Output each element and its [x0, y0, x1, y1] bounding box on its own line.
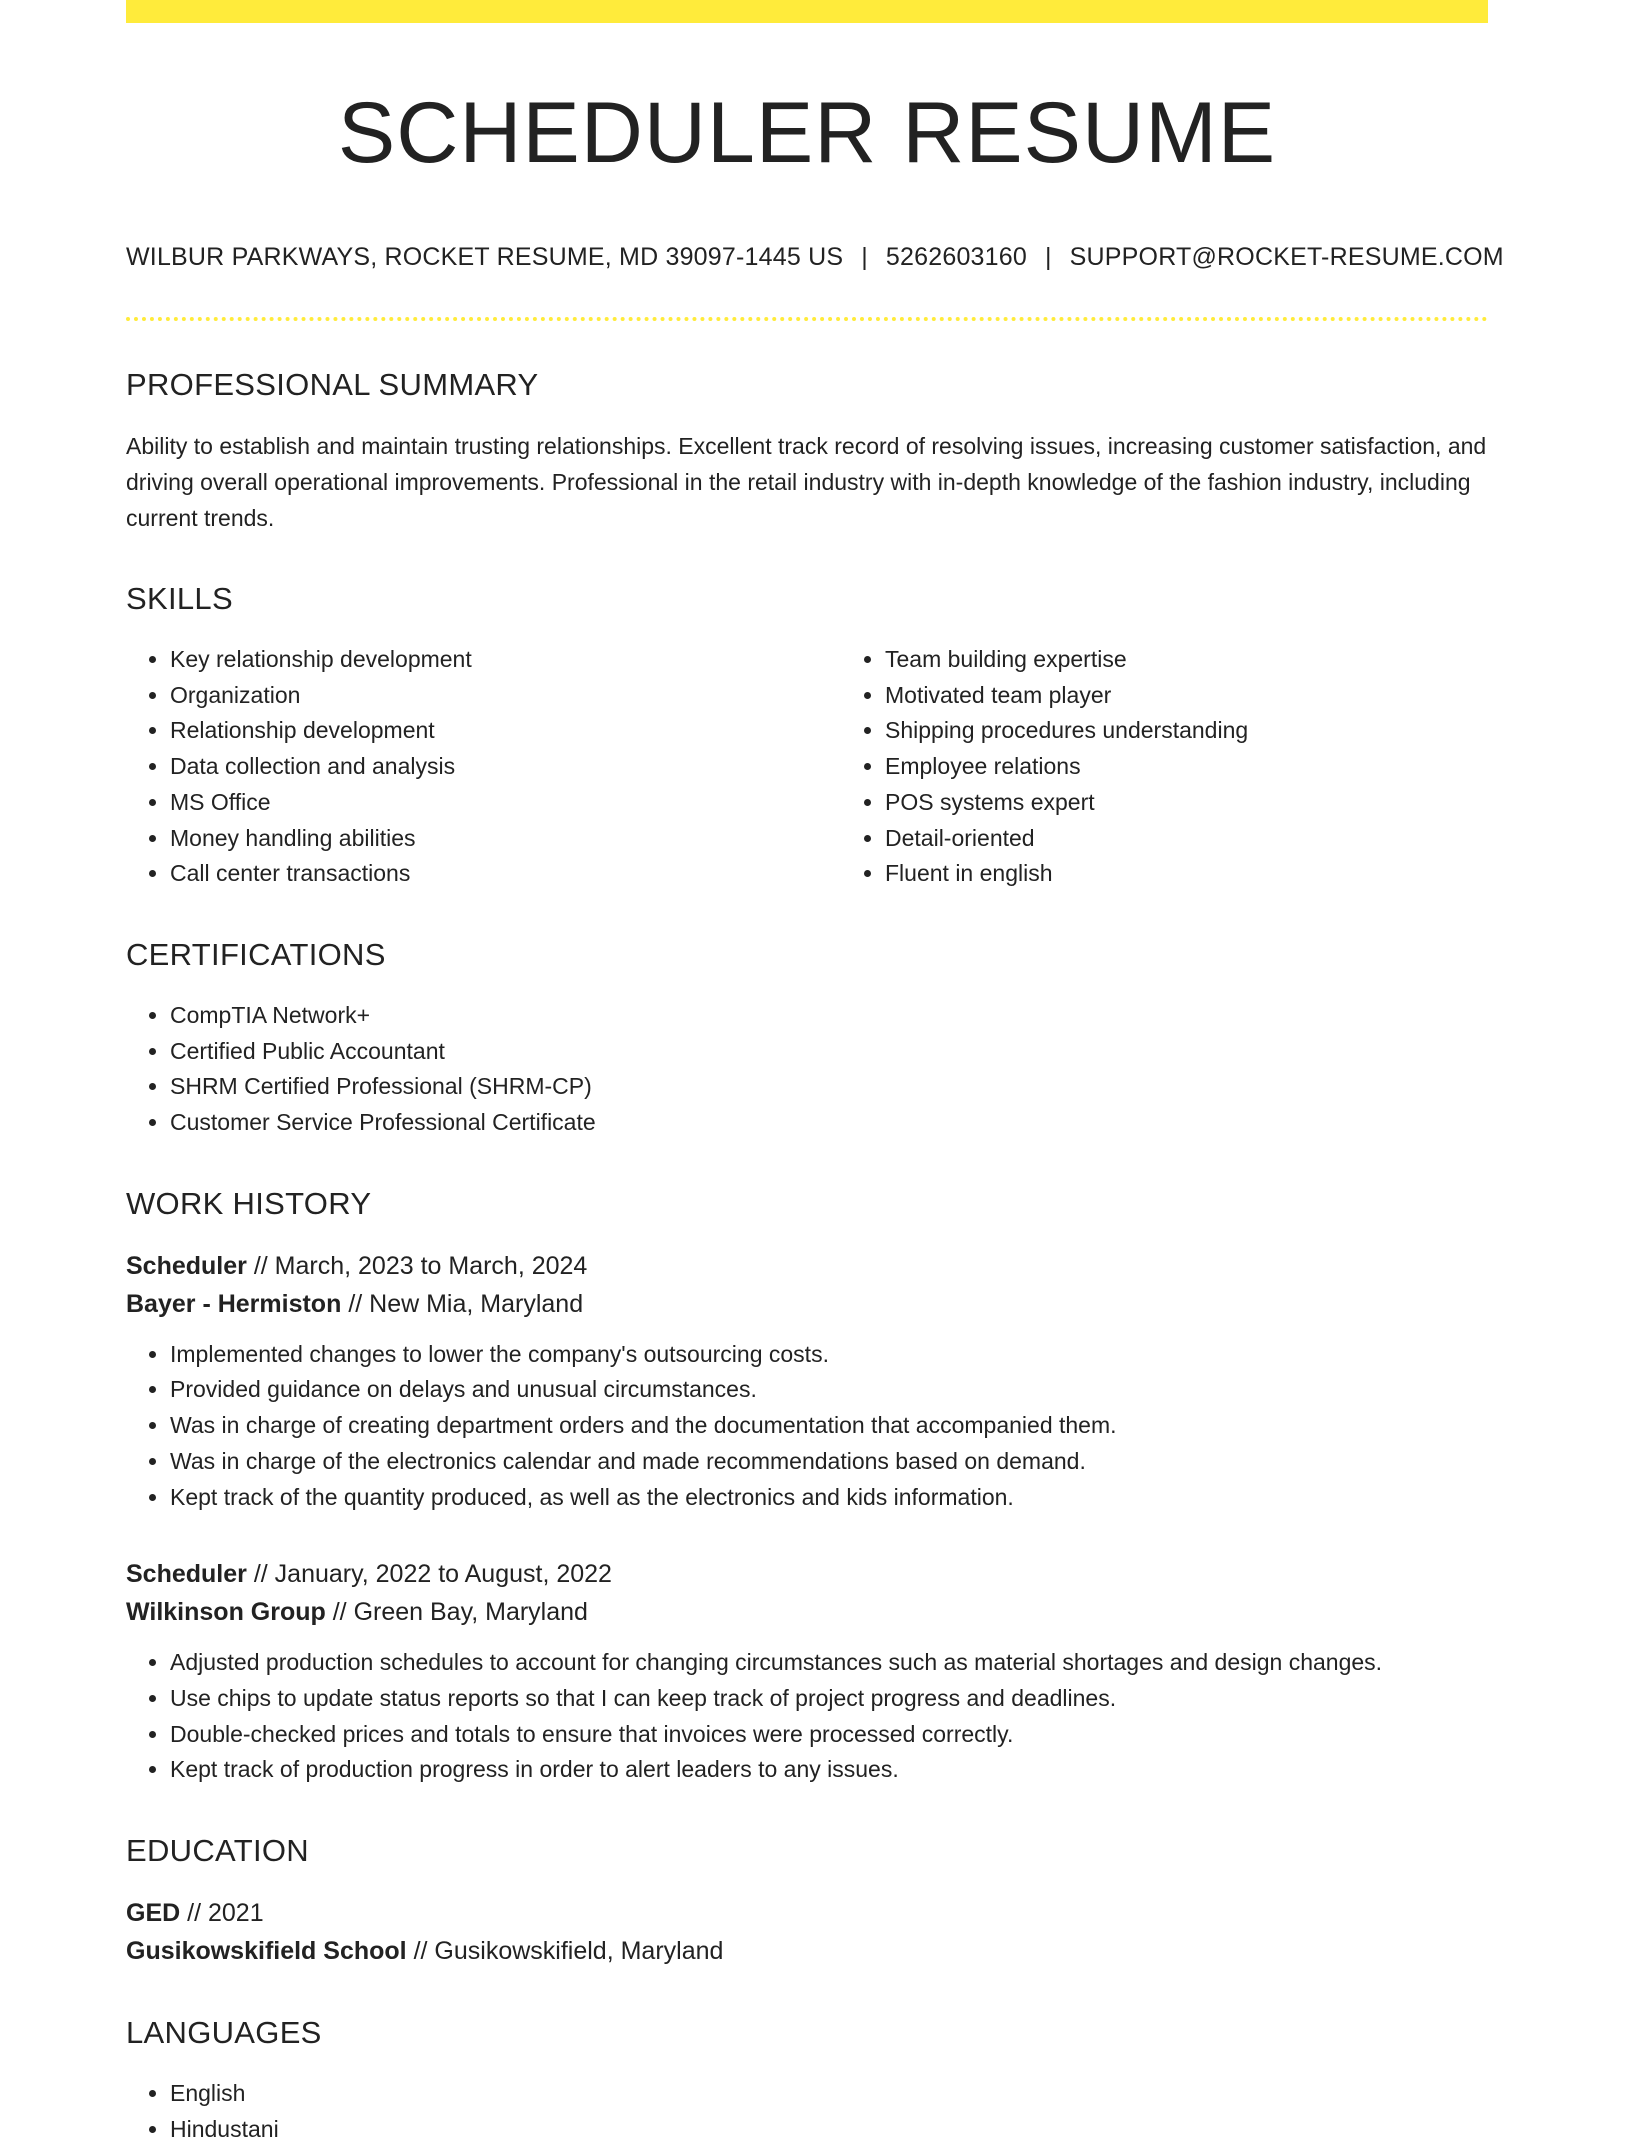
- certifications-list: [126, 998, 1488, 1141]
- languages-section: [126, 2014, 1488, 2147]
- job-title: Scheduler: [126, 1560, 247, 1589]
- job-company-line: [126, 1593, 1488, 1631]
- job-entry: [126, 1555, 1488, 1788]
- certifications-section: [126, 936, 1488, 1141]
- job-title-line: [126, 1555, 1488, 1593]
- skill-item: • Data collection and analysis: [170, 749, 841, 785]
- skill-item: • Motivated team player: [885, 678, 1556, 714]
- dotted-divider: [126, 317, 1488, 321]
- certification-item: • CompTIA Network+: [170, 998, 1488, 1034]
- certification-item: • Certified Public Accountant: [170, 1034, 1488, 1070]
- job-dates: // March, 2023 to March, 2024: [253, 1251, 588, 1280]
- skills-section: [126, 580, 1488, 892]
- job-bullet: • Double-checked prices and totals to ensure that invoices were processed correctly.: [170, 1717, 1488, 1753]
- education-school-line: [126, 1932, 1488, 1970]
- job-dates: // January, 2022 to August, 2022: [253, 1560, 612, 1589]
- education-location: // Gusikowskifield, Maryland: [413, 1937, 724, 1966]
- job-entry: [126, 1247, 1488, 1516]
- contact-address: WILBUR PARKWAYS, ROCKET RESUME, MD 39097-1445 US: [126, 243, 844, 271]
- job-company: Wilkinson Group: [126, 1598, 326, 1627]
- job-bullet: • Implemented changes to lower the company's outsourcing costs.: [170, 1337, 1488, 1373]
- education-entry: [126, 1894, 1488, 1970]
- language-item: • English: [170, 2076, 1488, 2112]
- job-bullets: [126, 1645, 1488, 1788]
- certification-item: • SHRM Certified Professional (SHRM-CP): [170, 1069, 1488, 1105]
- education-year: // 2021: [187, 1899, 264, 1928]
- job-bullet: • Use chips to update status reports so that I can keep track of project progress and deadlines.: [170, 1681, 1488, 1717]
- contact-separator: |: [861, 243, 868, 271]
- skill-item: • Call center transactions: [170, 856, 841, 892]
- education-degree-line: [126, 1894, 1488, 1932]
- languages-heading: LANGUAGES: [126, 2015, 322, 2051]
- skills-columns: [126, 642, 1488, 892]
- contact-line: [126, 241, 1504, 273]
- contact-email[interactable]: SUPPORT@ROCKET-RESUME.COM: [1069, 243, 1504, 271]
- certification-item: • Customer Service Professional Certificate: [170, 1105, 1488, 1141]
- skill-item: • MS Office: [170, 785, 841, 821]
- skill-item: • POS systems expert: [885, 785, 1556, 821]
- skills-heading: SKILLS: [126, 581, 233, 616]
- skills-list-right: [841, 642, 1556, 892]
- certifications-heading: CERTIFICATIONS: [126, 936, 386, 972]
- job-bullet: • Was in charge of creating department orders and the documentation that accompanied them.: [170, 1408, 1488, 1444]
- job-title-line: [126, 1247, 1488, 1285]
- skills-list-left: [126, 642, 841, 892]
- job-bullet: • Adjusted production schedules to account for changing circumstances such as material shortages and design changes.: [170, 1645, 1488, 1681]
- job-bullet: • Kept track of the quantity produced, as well as the electronics and kids information.: [170, 1480, 1488, 1516]
- skill-item: • Detail-oriented: [885, 821, 1556, 857]
- job-bullet: • Kept track of production progress in order to alert leaders to any issues.: [170, 1752, 1488, 1788]
- skill-item: • Fluent in english: [885, 856, 1556, 892]
- job-location: // Green Bay, Maryland: [332, 1598, 588, 1627]
- education-section: [126, 1832, 1488, 1970]
- education-school: Gusikowskifield School: [126, 1937, 407, 1966]
- job-title: Scheduler: [126, 1251, 247, 1280]
- skill-item: • Shipping procedures understanding: [885, 713, 1556, 749]
- skill-item: • Organization: [170, 678, 841, 714]
- job-bullet: • Was in charge of the electronics calendar and made recommendations based on demand.: [170, 1444, 1488, 1480]
- summary-heading: PROFESSIONAL SUMMARY: [126, 367, 539, 402]
- skill-item: • Team building expertise: [885, 642, 1556, 678]
- top-accent-bar: [126, 0, 1488, 23]
- job-company-line: [126, 1285, 1488, 1323]
- skill-item: • Employee relations: [885, 749, 1556, 785]
- summary-text: Ability to establish and maintain trusting relationships. Excellent track record of resolving issues, increasing customer satisfaction, and driving overall operational improvements. Professional in the retail industry with in-depth knowledge of the fashion industry, including current trends.: [126, 433, 1487, 531]
- skill-item: • Relationship development: [170, 713, 841, 749]
- contact-separator: |: [1044, 243, 1052, 271]
- resume-title: SCHEDULER RESUME: [337, 85, 1277, 181]
- education-degree: GED: [126, 1899, 181, 1928]
- job-bullets: [126, 1337, 1488, 1516]
- contact-phone: 5262603160: [885, 243, 1027, 271]
- job-company: Bayer - Hermiston: [126, 1289, 342, 1318]
- job-bullet: • Provided guidance on delays and unusual circumstances.: [170, 1372, 1488, 1408]
- work-history-section: [126, 1185, 1488, 1788]
- summary-section: [126, 366, 1488, 536]
- education-heading: EDUCATION: [126, 1833, 309, 1869]
- job-location: // New Mia, Maryland: [348, 1289, 584, 1318]
- skill-item: • Key relationship development: [170, 642, 841, 678]
- skill-item: • Money handling abilities: [170, 821, 841, 857]
- work-history-heading: WORK HISTORY: [126, 1185, 372, 1221]
- language-item: • Hindustani: [170, 2112, 1488, 2147]
- resume-page: [126, 0, 1504, 2147]
